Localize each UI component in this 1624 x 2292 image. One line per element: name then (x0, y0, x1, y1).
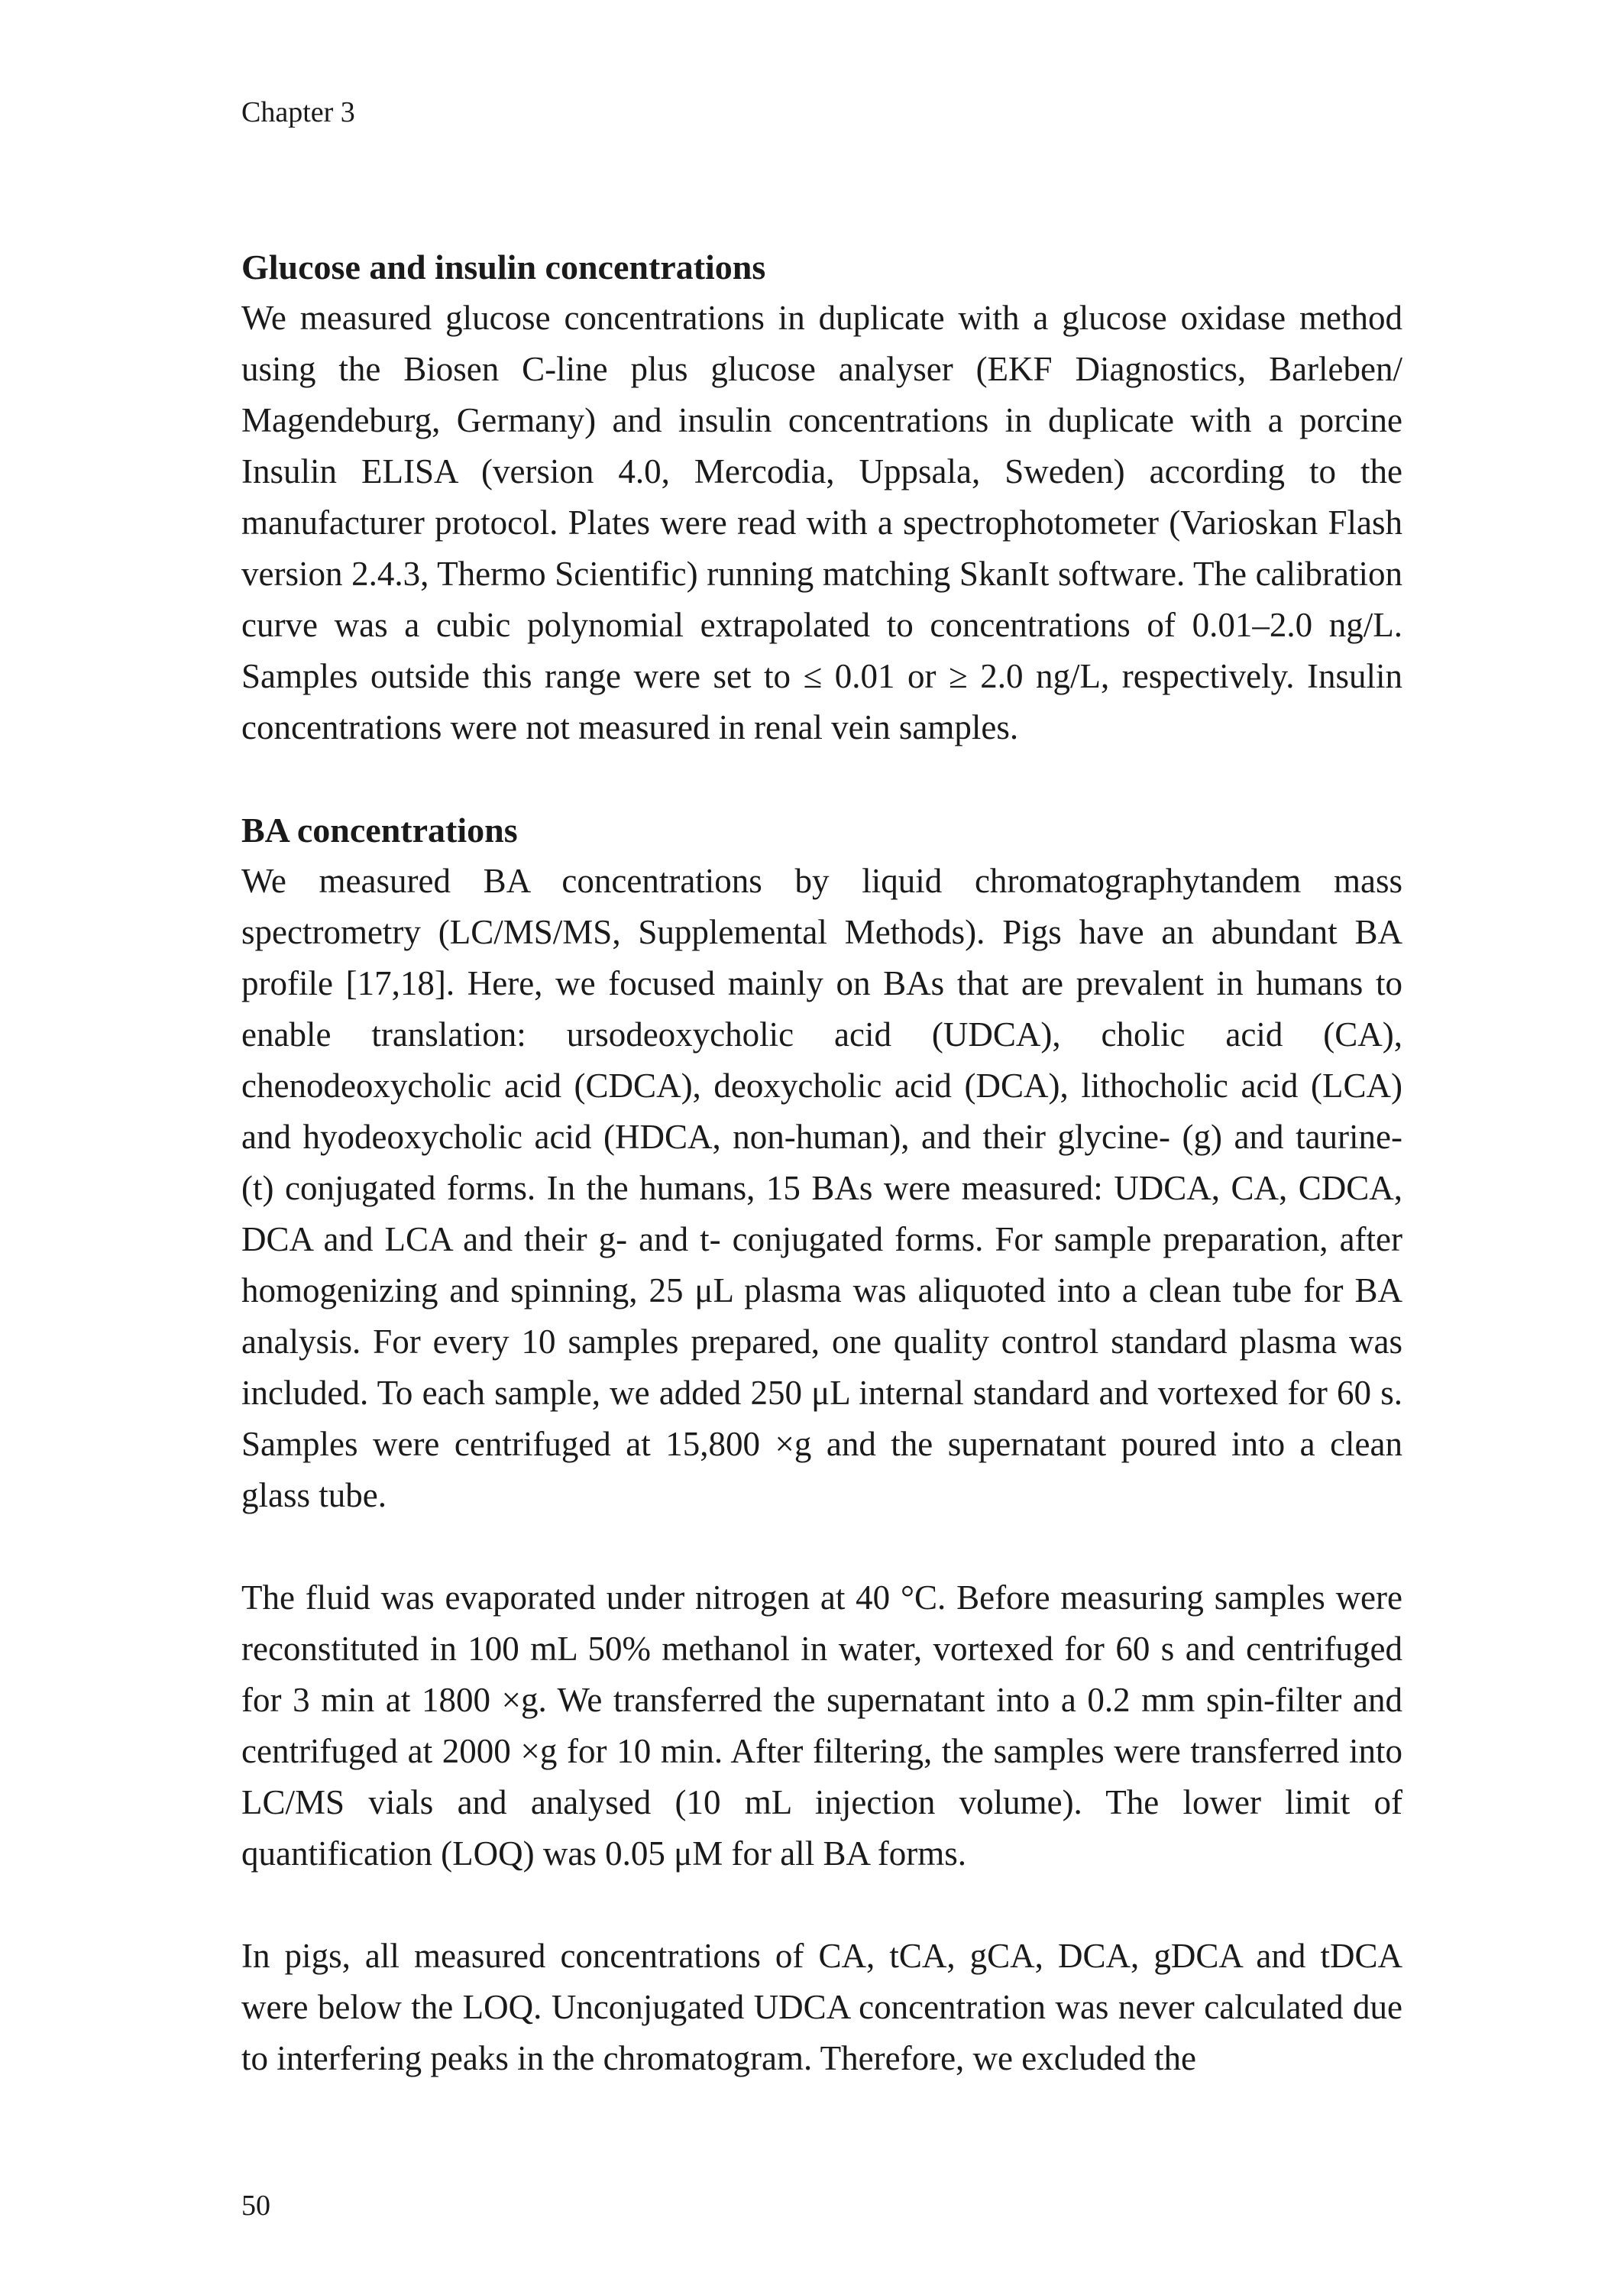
paragraph-ba-evaporation: The fluid was evaporated under nitrogen at 40 °C. Before measuring samples were reconstituted in 100 mL 50% methanol in water, vortexed for 60 s and centrifuged for 3 min at 1800 ×g. We transferred the supernatant into a 0.2 mm spin-filter and centrifuged at 2000 ×g for 10 min. After filtering, the samples were transferred into LC/MS vials and analysed (10 mL injection volume). The lower limit of quantification (LOQ) was 0.05 μM for all BA forms. (241, 1578, 1402, 1873)
running-head: Chapter 3 (241, 96, 355, 128)
paragraph-spacer (241, 1521, 1402, 1572)
paragraph-ba-method: We measured BA concentrations by liquid chromatographytandem mass spectrometry (LC/MS/MS, Supplemental Methods). Pigs have an abundant BA profile [17,18]. Here, we focused mainly on BAs that are prevalent in humans to enable translation: ursodeoxycholic acid (UDCA), cholic acid (CA), chenodeoxycholic acid (CDCA), deoxycholic acid (DCA), lithocholic acid (LCA) and hyodeoxycholic acid (HDCA, non-human), and their glycine- (g) and taurine- (t) conjugated forms. In the humans, 15 BAs were measured: UDCA, CA, CDCA, DCA and LCA and their g- and t- conjugated forms. For sample preparation, after homogenizing and spinning, 25 μL plasma was aliquoted into a clean tube for BA analysis. For every 10 samples prepared, one quality control standard plasma was included. To each sample, we added 250 μL internal standard and vortexed for 60 s. Samples were centrifuged at 15,800 ×g and the supernatant poured into a clean glass tube. (241, 862, 1402, 1514)
section-heading-ba-concentrations: BA concentrations (241, 811, 518, 850)
paragraph-ba-pigs: In pigs, all measured concentrations of CA, tCA, gCA, DCA, gDCA and tDCA were below the LOQ. Unconjugated UDCA concentration was never calculated due to interfering peaks in the chromatogram. Therefore, we excluded the (241, 1937, 1402, 2077)
section-heading-glucose-insulin: Glucose and insulin concentrations (241, 248, 766, 286)
page-number: 50 (241, 2190, 270, 2222)
section-spacer (241, 753, 1402, 804)
page-body (241, 241, 1402, 2084)
paragraph-glucose-insulin: We measured glucose concentrations in duplicate with a glucose oxidase method using the Biosen C-line plus glucose analyser (EKF Diagnostics, Barleben/ Magendeburg, Germany) and insulin concentrations in duplicate with a porcine Insulin ELISA (version 4.0, Mercodia, Uppsala, Sweden) according to the manufacturer protocol. Plates were read with a spectrophotometer (Varioskan Flash version 2.4.3, Thermo Scientific) running matching SkanIt software. The calibration curve was a cubic polynomial extrapolated to concentrations of 0.01–2.0 ng/L. Samples outside this range were set to ≤ 0.01 or ≥ 2.0 ng/L, respectively. Insulin concentrations were not measured in renal vein samples. (241, 299, 1402, 746)
paragraph-spacer (241, 1879, 1402, 1931)
